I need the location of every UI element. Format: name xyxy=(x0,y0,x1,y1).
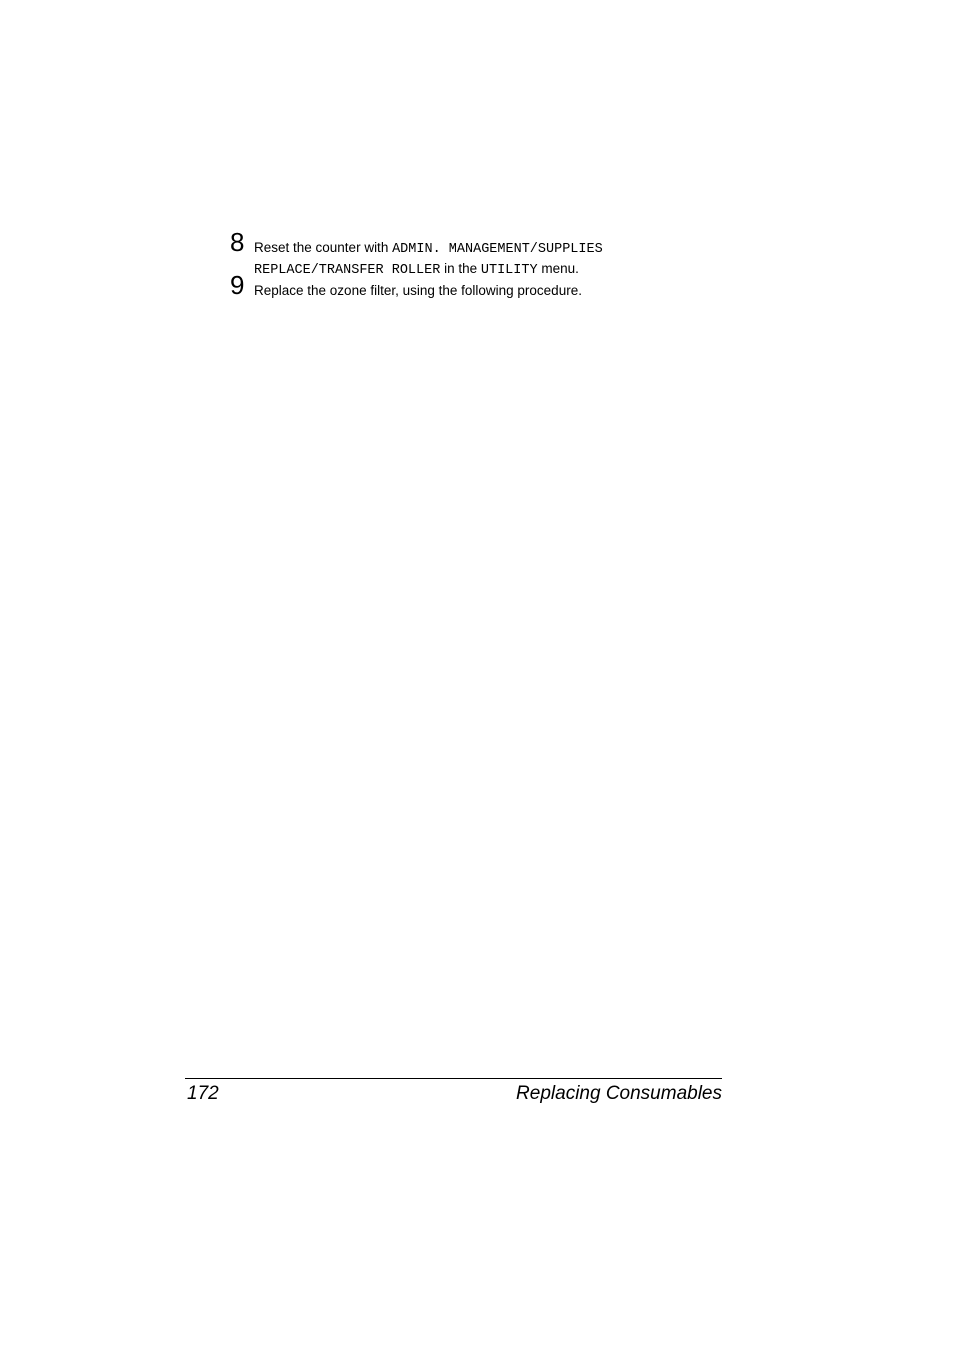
menu-path-code: REPLACE/TRANSFER ROLLER xyxy=(254,263,441,278)
step-text-segment: in the xyxy=(440,261,481,276)
step-text-segment: Reset the counter with xyxy=(254,240,393,255)
step-number: 9 xyxy=(230,270,245,300)
step-text-segment: menu. xyxy=(537,261,579,276)
step-number: 8 xyxy=(230,227,245,257)
page-number: 172 xyxy=(187,1083,219,1104)
menu-path-code: ADMIN. MANAGEMENT/SUPPLIES xyxy=(392,242,603,257)
section-title: Replacing Consumables xyxy=(516,1083,722,1104)
step-text xyxy=(254,238,754,280)
step-text: Replace the ozone filter, using the following procedure. xyxy=(254,283,582,298)
footer-divider xyxy=(185,1078,722,1079)
menu-name-code: UTILITY xyxy=(480,263,538,278)
